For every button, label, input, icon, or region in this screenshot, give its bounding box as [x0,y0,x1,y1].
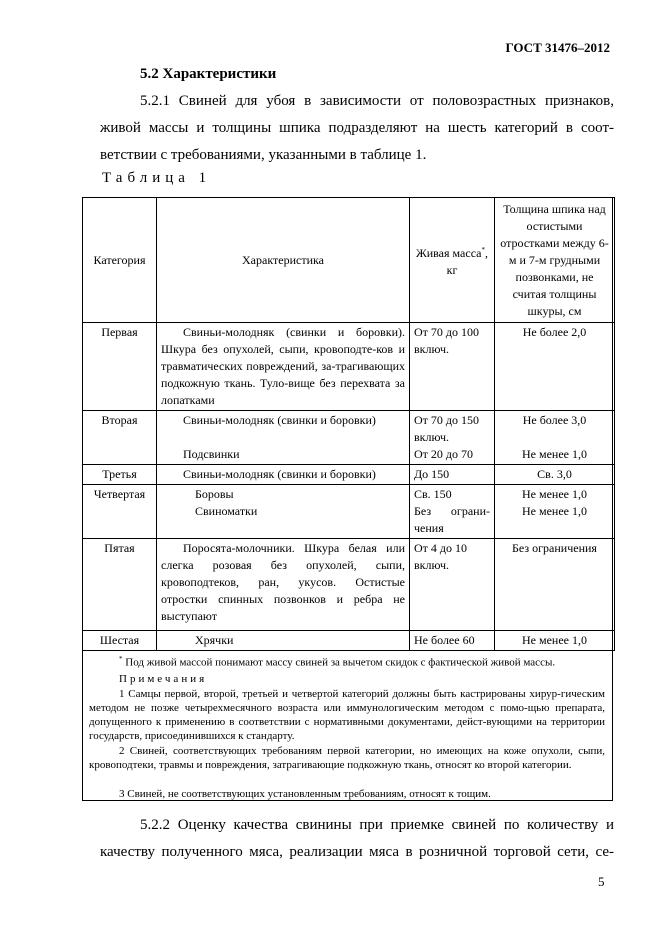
footnote-marker: * [119,655,123,663]
row-fat-b: Не менее 1,0 [522,504,587,518]
row-mass-a: От 70 до 150 включ. [414,413,480,444]
table-1 [82,197,613,801]
table-footnote [119,652,555,670]
row-characteristic [157,411,410,465]
row-mass: От 4 до 10 включ. [410,539,495,631]
row-mass-b: Без ограни-чения [414,504,490,535]
paragraph-line: ветствии с требованиями, указанными в таблице 1. [100,147,427,163]
row-mass: Не более 60 [410,631,495,651]
row-category: Шестая [83,631,157,651]
header-characteristic: Характеристика [157,198,410,323]
row-fat: Без ограничения [495,539,615,631]
row-mass: До 150 [410,465,495,485]
row-characteristic [157,485,410,539]
row-characteristic-b: Свиноматки [195,504,258,518]
page-number: 5 [598,874,605,889]
row-fat: Не более 2,0 [495,323,615,411]
note-item [89,687,605,743]
paragraph-5-2-1 [100,88,614,169]
table-row [83,411,615,465]
row-mass: От 70 до 100 включ. [410,323,495,411]
table-row [83,323,615,411]
notes-heading: Примечания [119,673,208,685]
row-characteristic: Свиньи-молодняк (свинки и боровки) [157,465,410,485]
row-mass [410,485,495,539]
row-characteristic: Свиньи-молодняк (свинки и боровки). Шкура без опухолей, сыпи, кровоподте-ков и травматических повреждений, за-трагивающих подкожную ткань. Туло-вище без перехвата за лопатками [157,323,410,411]
paragraph-line: 5.2.2 Оценку качества свинины при приемке свиней по количеству и [140,817,614,833]
table-row [83,539,615,631]
table-caption: Таблица 1 [102,170,212,186]
row-mass-a: Св. 150 [414,487,452,501]
standard-code: ГОСТ 31476–2012 [505,40,610,55]
note-text: 2 Свиней, соответствующих требованиям первой категории, но имеющих на коже опухоли, сыпи, кровоподтеки, травмы и повреждения, затрагивающие подкожную ткань, относят ко второй категории. [89,745,605,771]
table-header-row [83,198,615,323]
paragraph-line: качеству полученного мяса, реализации мяса в розничной торговой сети, се- [100,844,614,860]
paragraph-5-2-2 [100,812,614,866]
row-characteristic-a: Боровы [195,487,234,501]
header-mass-unit: , кг [446,245,488,277]
note-item [89,744,605,772]
row-characteristic-b: Подсвинки [183,447,240,461]
note-text: 1 Самцы первой, второй, третьей и четвертой категорий должны быть кастрированы хирур-гическим методом не позже четырехмесячного возраста или иммунологическим методом с помо-щью препарата, допущенного к применению в соответствии с нормативными документами, дейст-вующими на территории государств, присоединившихся к стандарту. [89,688,605,742]
row-fat [495,411,615,465]
row-category: Четвертая [83,485,157,539]
footnote-marker: * [481,245,485,254]
footnote-text: Под живой массой понимают массу свиней за вычетом скидок с фактической живой массы. [125,656,556,669]
row-characteristic-a: Свиньи-молодняк (свинки и боровки) [183,413,376,427]
row-fat: Св. 3,0 [495,465,615,485]
table-row [83,485,615,539]
header-mass-label: Живая масса [416,245,482,260]
table-row [83,465,615,485]
row-category: Вторая [83,411,157,465]
row-mass-b: От 20 до 70 [414,447,474,461]
note-text: 3 Свиней, не соответствующих установленным требованиям, относят к тощим. [119,788,491,800]
header-category: Категория [83,198,157,323]
header-mass [410,198,495,323]
paragraph-line: 5.2.1 Свиней для убоя в зависимости от половозрастных признаков, [140,93,614,109]
row-fat-a: Не менее 1,0 [522,487,587,501]
row-mass [410,411,495,465]
row-category: Первая [83,323,157,411]
row-characteristic: Хрячки [157,631,410,651]
note-item [89,787,605,801]
row-fat: Не менее 1,0 [495,631,615,651]
header-fat-thickness: Толщина шпика над остистыми отростками между 6-м и 7-м грудными позвонками, не считая толщины шкуры, см [495,198,615,323]
paragraph-line: живой массы и толщины шпика подразделяют на шесть категорий в соот- [100,120,614,136]
section-heading: 5.2 Характеристики [140,66,277,82]
row-fat-b: Не менее 1,0 [522,447,587,461]
row-category: Пятая [83,539,157,631]
row-characteristic: Поросята-молочники. Шкура белая или слегка розовая без опухолей, сыпи, кровоподтеков, ран, укусов. Остистые отростки спинных позвонков и ребра не выступают [157,539,410,631]
row-category: Третья [83,465,157,485]
table-row [83,631,615,651]
row-fat-a: Не более 3,0 [522,413,587,427]
row-fat [495,485,615,539]
